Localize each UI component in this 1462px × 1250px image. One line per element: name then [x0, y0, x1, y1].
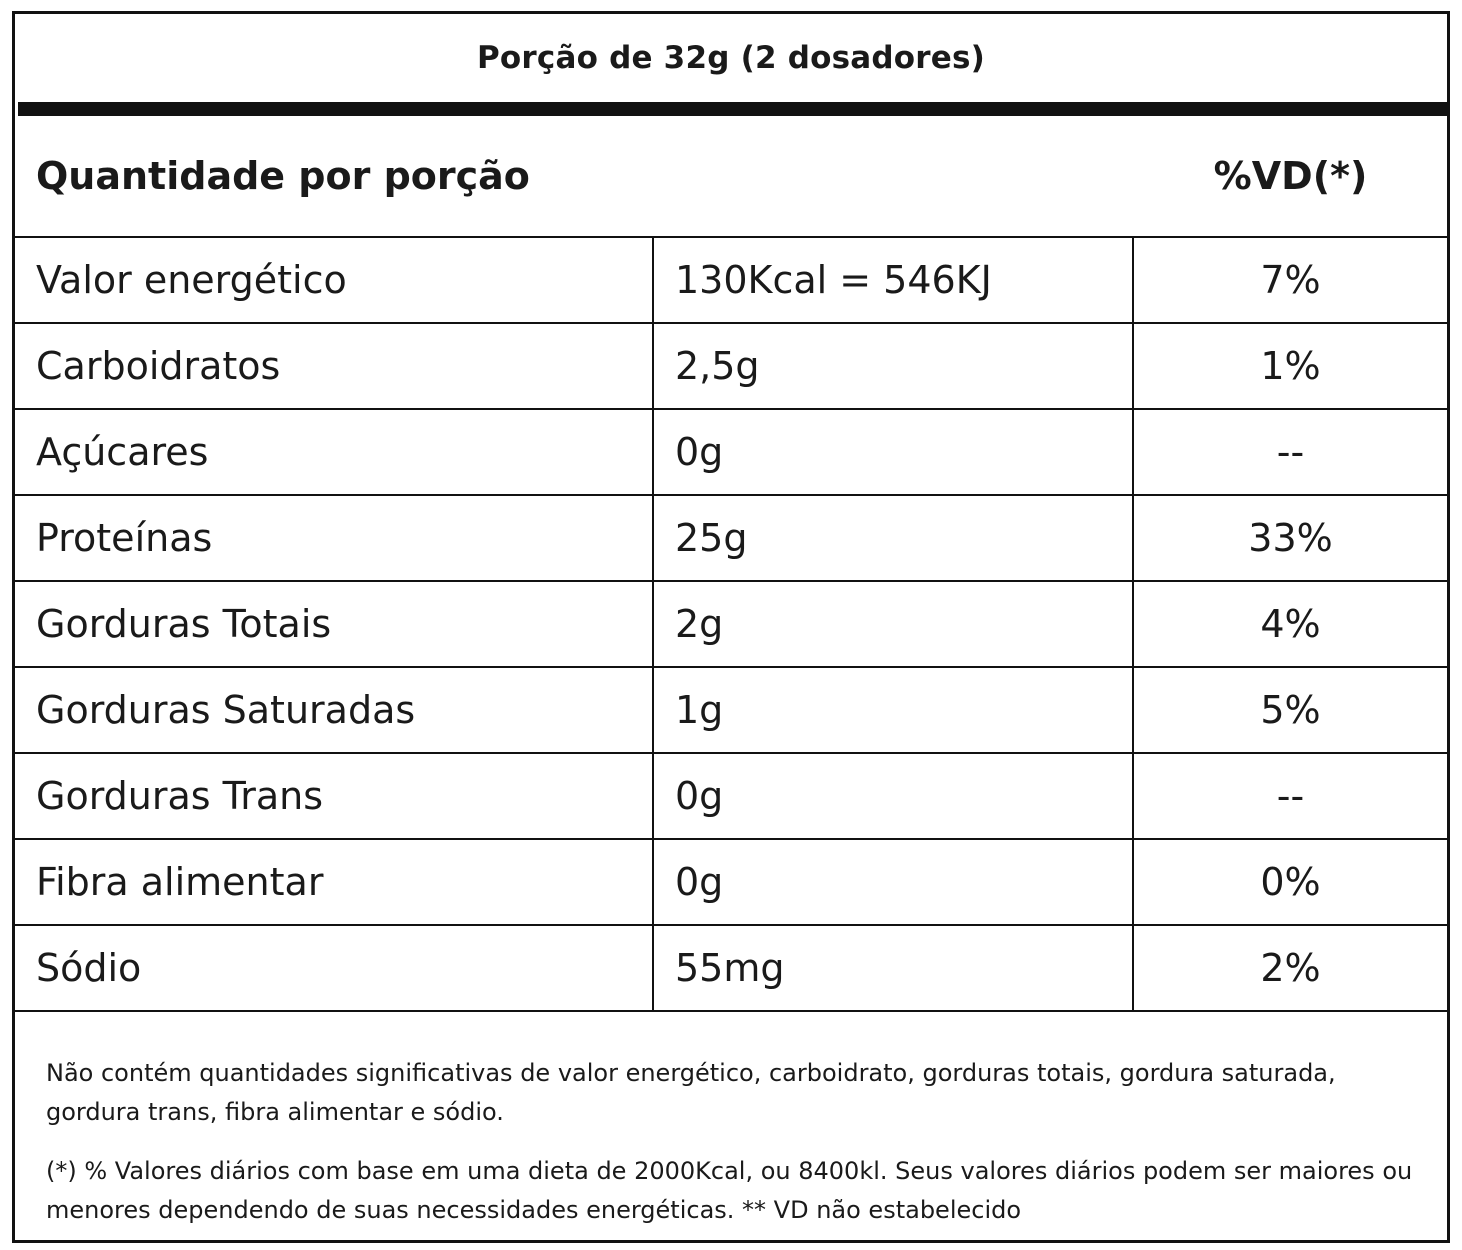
nutrient-table [15, 238, 1447, 1012]
nutrient-name: Açúcares [15, 410, 654, 494]
nutrient-amount: 0g [654, 410, 1134, 494]
table-row [15, 754, 1447, 840]
thick-divider [18, 102, 1447, 116]
table-header [15, 116, 1447, 238]
nutrient-daily-value: 0% [1260, 860, 1321, 904]
table-row [15, 324, 1447, 410]
table-row [15, 582, 1447, 668]
nutrient-daily-value: 7% [1260, 258, 1321, 302]
portion-size: Porção de 32g (2 dosadores) [476, 40, 986, 76]
table-row [15, 926, 1447, 1012]
table-row [15, 668, 1447, 754]
nutrition-facts-label [12, 11, 1450, 1243]
nutrient-amount: 55mg [654, 926, 1134, 1010]
nutrient-daily-value: 33% [1248, 516, 1333, 560]
nutrient-name: Carboidratos [15, 324, 654, 408]
nutrient-name: Valor energético [15, 238, 654, 322]
nutrient-daily-value: 1% [1260, 344, 1321, 388]
quantity-per-portion-header: Quantidade por porção [36, 154, 530, 198]
table-row [15, 238, 1447, 324]
nutrient-amount: 130Kcal = 546KJ [654, 238, 1134, 322]
nutrient-amount: 1g [654, 668, 1134, 752]
nutrient-name: Fibra alimentar [15, 840, 654, 924]
nutrient-name: Gorduras Saturadas [15, 668, 654, 752]
nutrient-daily-value: 2% [1260, 946, 1321, 990]
nutrient-name: Sódio [15, 926, 654, 1010]
nutrient-amount: 2g [654, 582, 1134, 666]
nutrient-daily-value: -- [1276, 430, 1305, 474]
nutrient-amount: 25g [654, 496, 1134, 580]
insignificant-amounts-note: Não contém quantidades significativas de valor energético, carboidrato, gorduras totais, gordura saturada, gordura trans, fibra alimentar e sódio. [46, 1059, 1336, 1126]
daily-value-header: %VD(*) [1213, 154, 1368, 198]
table-row [15, 410, 1447, 496]
nutrient-name: Gorduras Trans [15, 754, 654, 838]
table-row [15, 496, 1447, 582]
daily-values-note: (*) % Valores diários com base em uma dieta de 2000Kcal, ou 8400kl. Seus valores diários podem ser maiores ou menores dependendo de suas necessidades energéticas. ** VD não estabelecido [46, 1157, 1413, 1224]
footnotes [46, 1054, 1416, 1250]
nutrient-daily-value: 4% [1260, 602, 1321, 646]
nutrient-amount: 0g [654, 840, 1134, 924]
nutrient-daily-value: 5% [1260, 688, 1321, 732]
nutrient-amount: 2,5g [654, 324, 1134, 408]
nutrient-daily-value: -- [1276, 774, 1305, 818]
nutrient-name: Proteínas [15, 496, 654, 580]
nutrient-amount: 0g [654, 754, 1134, 838]
table-row [15, 840, 1447, 926]
nutrient-name: Gorduras Totais [15, 582, 654, 666]
